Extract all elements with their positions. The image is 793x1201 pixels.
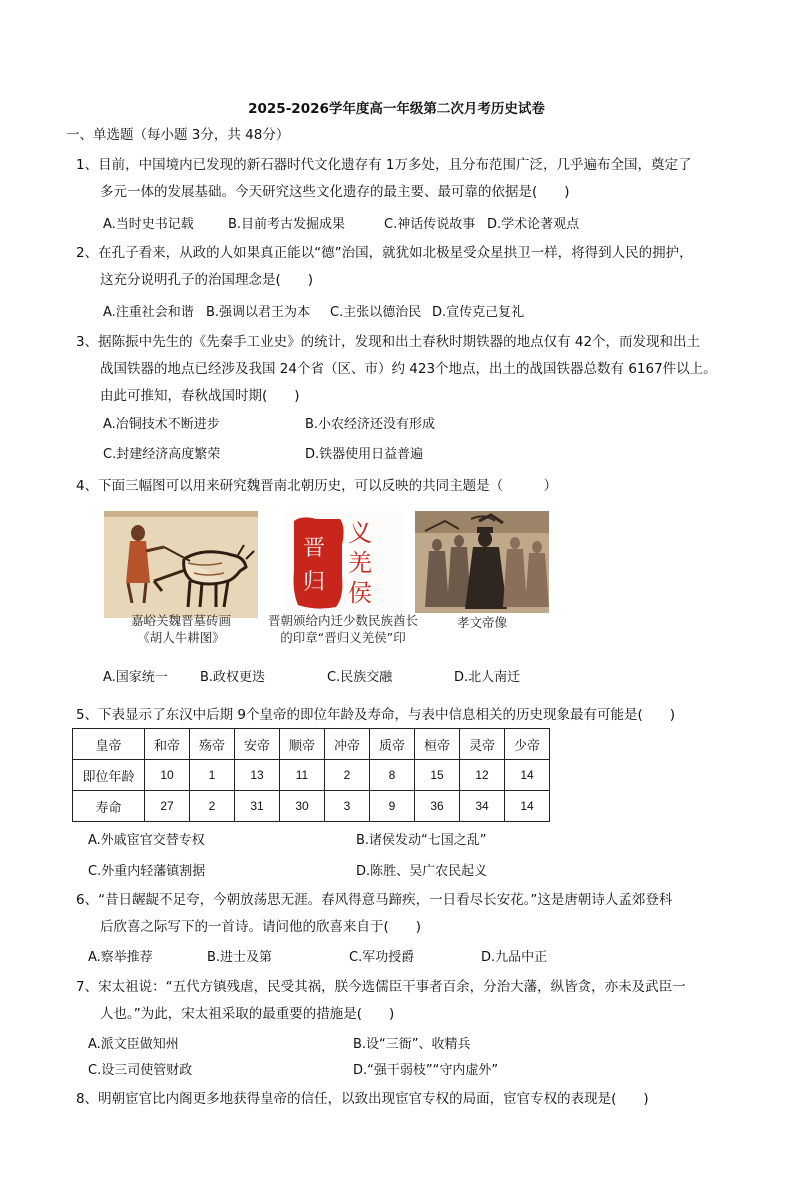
svg-text:羌: 羌 — [348, 549, 372, 577]
q7-option-b[interactable]: B.设“三衙”、收精兵 — [353, 1037, 471, 1052]
q4-option-a[interactable]: A.国家统一 — [103, 670, 168, 685]
table-cell: 14 — [505, 791, 550, 822]
table-header-cell: 灵帝 — [460, 729, 505, 760]
table-header-row — [73, 729, 550, 760]
table-header-cell: 质帝 — [370, 729, 415, 760]
q1-text-line2: 多元一体的发展基础。今天研究这些文化遗存的最主要、最可靠的依据是( ) — [100, 184, 570, 200]
image2-caption-line1: 晋朝颁给内迁少数民族酋长 — [267, 613, 418, 628]
svg-text:义: 义 — [348, 519, 372, 547]
q2-option-d[interactable]: D.宣传克己复礼 — [432, 305, 525, 320]
table-header-cell: 顺帝 — [280, 729, 325, 760]
q3-text-line1: 3、据陈振中先生的《先秦手工业史》的统计，发现和出土春秋时期铁器的地点仅有 42个，而发现和出土 — [76, 334, 701, 350]
table-cell: 34 — [460, 791, 505, 822]
svg-text:晋: 晋 — [303, 536, 326, 561]
table-cell: 3 — [325, 791, 370, 822]
table-header-cell: 桓帝 — [415, 729, 460, 760]
table-cell: 36 — [415, 791, 460, 822]
q1-option-b[interactable]: B.目前考古发掘成果 — [228, 217, 346, 232]
q7-option-c[interactable]: C.设三司使管财政 — [88, 1063, 193, 1078]
q4-option-c[interactable]: C.民族交融 — [327, 670, 393, 685]
q5-option-a[interactable]: A.外戚宦官交替专权 — [88, 833, 205, 848]
q5-text-line1: 5、下表显示了东汉中后期 9个皇帝的即位年龄及寿命，与表中信息相关的历史现象最有可能是( ) — [76, 707, 676, 723]
table-header-cell: 冲帝 — [325, 729, 370, 760]
q1-option-d[interactable]: D.学术论著观点 — [487, 217, 580, 232]
q3-text-line3: 由此可推知，春秋战国时期( ) — [100, 388, 300, 404]
q1-option-a[interactable]: A.当时史书记载 — [103, 217, 194, 232]
q3-option-c[interactable]: C.封建经济高度繁荣 — [103, 447, 221, 462]
table-cell: 11 — [280, 760, 325, 791]
table-header-cell: 少帝 — [505, 729, 550, 760]
table-row-accession-age — [73, 760, 550, 791]
q1-option-c[interactable]: C.神话传说故事 — [384, 217, 476, 232]
table-header-cell: 皇帝 — [73, 729, 145, 760]
q8-text-line1: 8、明朝宦官比内阁更多地获得皇帝的信任，以致出现宦官专权的局面，宦官专权的表现是( ) — [76, 1091, 649, 1107]
emperor-xiaowen-image — [415, 511, 549, 613]
q6-text-line2: 后欣喜之际写下的一首诗。请问他的欣喜来自于( ) — [100, 919, 422, 935]
table-cell: 9 — [370, 791, 415, 822]
svg-text:归: 归 — [303, 570, 326, 595]
table-cell: 8 — [370, 760, 415, 791]
svg-text:侯: 侯 — [348, 579, 372, 607]
table-cell: 2 — [190, 791, 235, 822]
table-header-cell: 和帝 — [145, 729, 190, 760]
q2-option-c[interactable]: C.主张以德治民 — [330, 305, 422, 320]
q6-text-line1: 6、“昔日龌龊不足夸，今朝放荡思无涯。春风得意马蹄疾，一日看尽长安花。”这是唐朝诗人孟郊登科 — [76, 892, 673, 908]
table-cell: 2 — [325, 760, 370, 791]
q7-option-a[interactable]: A.派文臣做知州 — [88, 1037, 179, 1052]
q4-option-d[interactable]: D.北人南迁 — [454, 670, 521, 685]
emperor-age-table — [72, 728, 550, 822]
image3-caption — [415, 614, 549, 631]
seal-imprint-image — [286, 511, 403, 616]
q6-option-d[interactable]: D.九品中正 — [481, 950, 548, 965]
table-cell: 27 — [145, 791, 190, 822]
q4-text-line1: 4、下面三幅图可以用来研究魏晋南北朝历史，可以反映的共同主题是（ ） — [76, 478, 558, 494]
image2-caption — [258, 612, 428, 646]
table-cell: 30 — [280, 791, 325, 822]
q4-option-b[interactable]: B.政权更迭 — [200, 670, 266, 685]
q6-option-b[interactable]: B.进士及第 — [207, 950, 273, 965]
q2-text-line1: 2、在孔子看来，从政的人如果真正能以“德”治国，就犹如北极星受众星拱卫一样，将得到人民的拥护， — [76, 245, 693, 261]
table-cell: 31 — [235, 791, 280, 822]
q7-text-line2: 人也。”为此，宋太祖采取的最重要的措施是( ) — [100, 1006, 395, 1022]
q7-option-d[interactable]: D.“强干弱枝”“守内虚外” — [353, 1063, 499, 1078]
image1-caption-line2: 《胡人牛耕图》 — [137, 630, 225, 645]
q3-text-line2: 战国铁器的地点已经涉及我国 24个省（区、市）约 423个地点，出土的战国铁器总数有 6167件以上。 — [100, 361, 717, 377]
table-row-label: 寿命 — [73, 791, 145, 822]
table-cell: 12 — [460, 760, 505, 791]
q2-text-line2: 这充分说明孔子的治国理念是( ) — [100, 272, 314, 288]
q6-option-c[interactable]: C.军功授爵 — [349, 950, 415, 965]
q5-option-b[interactable]: B.诸侯发动“七国之乱” — [356, 833, 487, 848]
q3-option-d[interactable]: D.铁器使用日益普遍 — [305, 447, 424, 462]
q6-option-a[interactable]: A.察举推荐 — [88, 950, 153, 965]
q1-text-line1: 1、目前，中国境内已发现的新石器时代文化遗存有 1万多处，且分布范围广泛，几乎遍布全国，奠定了 — [76, 157, 692, 173]
image1-caption-line1: 嘉峪关魏晋墓砖画 — [130, 613, 231, 628]
table-cell: 15 — [415, 760, 460, 791]
exam-title: 2025-2026学年度高一年级第二次月考历史试卷 — [248, 101, 545, 117]
section-heading: 一、单选题（每小题 3分，共 48分） — [66, 127, 290, 143]
table-row-lifespan — [73, 791, 550, 822]
q2-option-b[interactable]: B.强调以君王为本 — [206, 305, 311, 320]
table-row-label: 即位年龄 — [73, 760, 145, 791]
ox-plough-painting-image — [104, 511, 258, 618]
table-cell: 13 — [235, 760, 280, 791]
image2-caption-line2: 的印章“晋归义羌侯”印 — [280, 630, 406, 645]
table-header-cell: 安帝 — [235, 729, 280, 760]
q3-option-b[interactable]: B.小农经济还没有形成 — [305, 417, 436, 432]
table-cell: 14 — [505, 760, 550, 791]
table-header-cell: 殇帝 — [190, 729, 235, 760]
image1-caption — [96, 612, 266, 646]
q5-option-c[interactable]: C.外重内轻藩镇割据 — [88, 864, 206, 879]
table-cell: 10 — [145, 760, 190, 791]
q3-option-a[interactable]: A.冶铜技术不断进步 — [103, 417, 220, 432]
q7-text-line1: 7、宋太祖说：“五代方镇残虐，民受其祸，朕今选儒臣干事者百余，分治大藩，纵皆贪，亦未及武臣一 — [76, 979, 686, 995]
q2-option-a[interactable]: A.注重社会和谐 — [103, 305, 194, 320]
q5-option-d[interactable]: D.陈胜、吴广农民起义 — [356, 864, 488, 879]
image3-caption-line1: 孝文帝像 — [456, 615, 507, 630]
table-cell: 1 — [190, 760, 235, 791]
